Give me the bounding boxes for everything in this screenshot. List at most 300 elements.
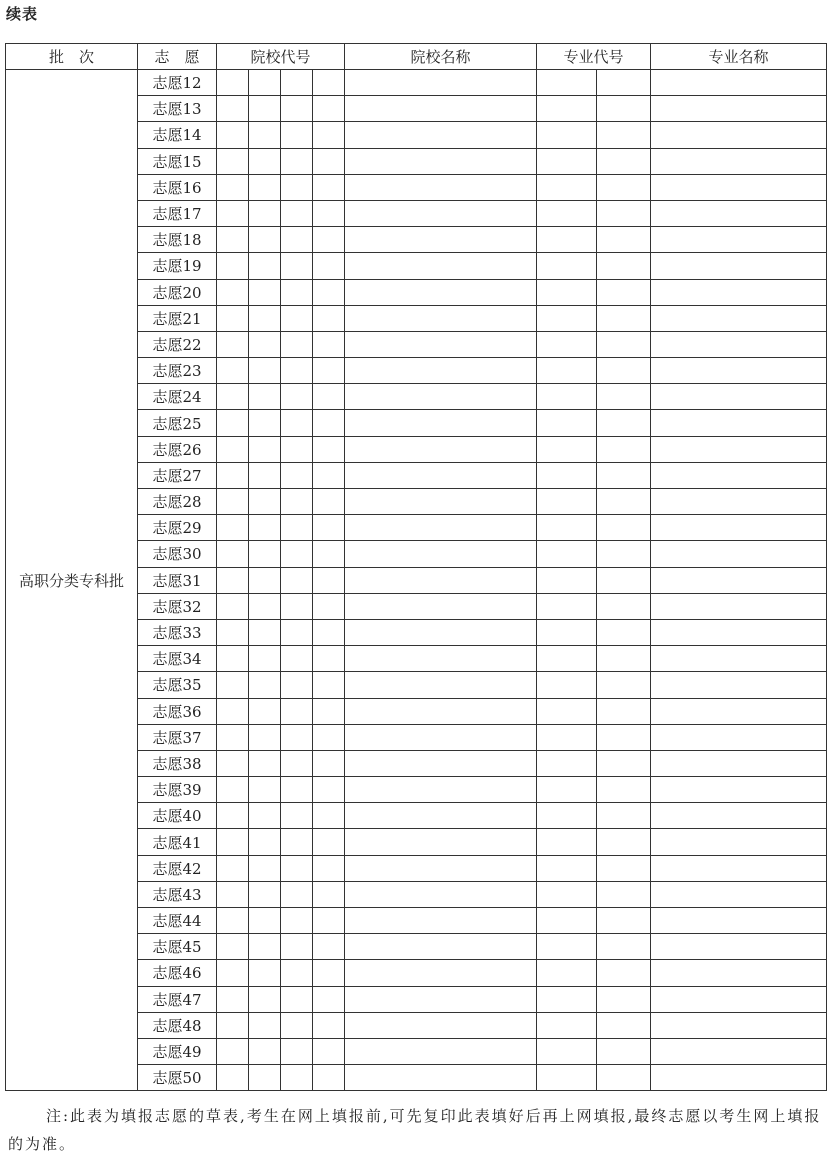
school-code-digit-3[interactable] [281,567,313,593]
school-code-digit-3[interactable] [281,777,313,803]
school-name-cell[interactable] [345,279,537,305]
major-code-digit-2[interactable] [597,908,651,934]
major-code-digit-1[interactable] [537,1012,597,1038]
major-code-digit-2[interactable] [597,1012,651,1038]
major-code-digit-2[interactable] [597,1065,651,1091]
major-name-cell[interactable] [651,986,827,1012]
school-code-digit-4[interactable] [313,855,345,881]
school-code-digit-1[interactable] [217,672,249,698]
school-code-digit-3[interactable] [281,384,313,410]
school-name-cell[interactable] [345,174,537,200]
school-code-digit-2[interactable] [249,436,281,462]
school-code-digit-4[interactable] [313,331,345,357]
school-code-digit-4[interactable] [313,253,345,279]
school-code-digit-3[interactable] [281,829,313,855]
school-code-digit-2[interactable] [249,462,281,488]
school-code-digit-1[interactable] [217,567,249,593]
school-code-digit-1[interactable] [217,960,249,986]
major-code-digit-1[interactable] [537,515,597,541]
school-code-digit-2[interactable] [249,698,281,724]
school-code-digit-4[interactable] [313,750,345,776]
major-code-digit-1[interactable] [537,384,597,410]
major-code-digit-2[interactable] [597,698,651,724]
major-name-cell[interactable] [651,724,827,750]
school-code-digit-3[interactable] [281,1065,313,1091]
school-code-digit-1[interactable] [217,200,249,226]
major-code-digit-2[interactable] [597,855,651,881]
school-name-cell[interactable] [345,305,537,331]
school-code-digit-4[interactable] [313,960,345,986]
school-code-digit-2[interactable] [249,227,281,253]
major-name-cell[interactable] [651,200,827,226]
major-code-digit-1[interactable] [537,593,597,619]
school-code-digit-2[interactable] [249,331,281,357]
school-code-digit-4[interactable] [313,384,345,410]
major-code-digit-2[interactable] [597,462,651,488]
school-name-cell[interactable] [345,881,537,907]
school-code-digit-3[interactable] [281,750,313,776]
school-code-digit-3[interactable] [281,462,313,488]
major-code-digit-2[interactable] [597,331,651,357]
school-code-digit-4[interactable] [313,200,345,226]
school-code-digit-3[interactable] [281,1038,313,1064]
major-name-cell[interactable] [651,253,827,279]
major-name-cell[interactable] [651,410,827,436]
school-code-digit-3[interactable] [281,619,313,645]
school-code-digit-4[interactable] [313,279,345,305]
major-name-cell[interactable] [651,777,827,803]
school-name-cell[interactable] [345,227,537,253]
major-name-cell[interactable] [651,960,827,986]
major-code-digit-1[interactable] [537,698,597,724]
school-code-digit-1[interactable] [217,96,249,122]
major-name-cell[interactable] [651,619,827,645]
school-code-digit-3[interactable] [281,174,313,200]
major-code-digit-2[interactable] [597,305,651,331]
school-code-digit-3[interactable] [281,305,313,331]
major-code-digit-2[interactable] [597,619,651,645]
major-code-digit-2[interactable] [597,672,651,698]
school-name-cell[interactable] [345,724,537,750]
school-code-digit-1[interactable] [217,70,249,96]
school-code-digit-2[interactable] [249,567,281,593]
school-name-cell[interactable] [345,384,537,410]
school-code-digit-4[interactable] [313,986,345,1012]
major-code-digit-1[interactable] [537,148,597,174]
major-code-digit-1[interactable] [537,803,597,829]
major-name-cell[interactable] [651,174,827,200]
school-code-digit-2[interactable] [249,96,281,122]
major-code-digit-1[interactable] [537,829,597,855]
major-code-digit-1[interactable] [537,279,597,305]
school-code-digit-2[interactable] [249,174,281,200]
major-code-digit-1[interactable] [537,253,597,279]
major-code-digit-2[interactable] [597,227,651,253]
school-name-cell[interactable] [345,698,537,724]
major-name-cell[interactable] [651,881,827,907]
major-code-digit-2[interactable] [597,593,651,619]
major-code-digit-2[interactable] [597,960,651,986]
school-code-digit-1[interactable] [217,358,249,384]
school-code-digit-4[interactable] [313,1012,345,1038]
major-name-cell[interactable] [651,646,827,672]
school-name-cell[interactable] [345,358,537,384]
major-code-digit-2[interactable] [597,279,651,305]
major-name-cell[interactable] [651,462,827,488]
major-code-digit-2[interactable] [597,253,651,279]
school-code-digit-3[interactable] [281,200,313,226]
school-code-digit-4[interactable] [313,541,345,567]
school-name-cell[interactable] [345,1012,537,1038]
school-code-digit-1[interactable] [217,646,249,672]
major-code-digit-1[interactable] [537,934,597,960]
school-code-digit-2[interactable] [249,489,281,515]
school-code-digit-1[interactable] [217,855,249,881]
school-code-digit-2[interactable] [249,410,281,436]
major-name-cell[interactable] [651,384,827,410]
school-code-digit-3[interactable] [281,279,313,305]
school-code-digit-4[interactable] [313,619,345,645]
school-code-digit-2[interactable] [249,986,281,1012]
school-name-cell[interactable] [345,436,537,462]
major-name-cell[interactable] [651,279,827,305]
major-code-digit-1[interactable] [537,70,597,96]
major-code-digit-1[interactable] [537,960,597,986]
school-code-digit-1[interactable] [217,515,249,541]
school-code-digit-2[interactable] [249,934,281,960]
school-code-digit-2[interactable] [249,70,281,96]
school-code-digit-2[interactable] [249,1012,281,1038]
major-code-digit-1[interactable] [537,646,597,672]
school-code-digit-4[interactable] [313,436,345,462]
school-name-cell[interactable] [345,96,537,122]
school-code-digit-2[interactable] [249,279,281,305]
major-code-digit-2[interactable] [597,358,651,384]
school-code-digit-1[interactable] [217,698,249,724]
school-code-digit-4[interactable] [313,593,345,619]
school-code-digit-1[interactable] [217,227,249,253]
school-code-digit-4[interactable] [313,567,345,593]
school-code-digit-4[interactable] [313,829,345,855]
major-name-cell[interactable] [651,148,827,174]
school-code-digit-2[interactable] [249,200,281,226]
school-code-digit-3[interactable] [281,1012,313,1038]
major-name-cell[interactable] [651,855,827,881]
school-code-digit-2[interactable] [249,777,281,803]
major-code-digit-1[interactable] [537,436,597,462]
major-code-digit-1[interactable] [537,724,597,750]
school-name-cell[interactable] [345,855,537,881]
school-code-digit-3[interactable] [281,70,313,96]
major-code-digit-1[interactable] [537,619,597,645]
major-code-digit-2[interactable] [597,515,651,541]
school-code-digit-2[interactable] [249,750,281,776]
major-name-cell[interactable] [651,541,827,567]
school-code-digit-2[interactable] [249,672,281,698]
school-name-cell[interactable] [345,960,537,986]
major-code-digit-1[interactable] [537,750,597,776]
school-name-cell[interactable] [345,777,537,803]
major-name-cell[interactable] [651,489,827,515]
school-code-digit-1[interactable] [217,148,249,174]
school-code-digit-2[interactable] [249,515,281,541]
school-code-digit-3[interactable] [281,986,313,1012]
school-code-digit-4[interactable] [313,305,345,331]
major-code-digit-2[interactable] [597,934,651,960]
school-code-digit-1[interactable] [217,122,249,148]
major-name-cell[interactable] [651,227,827,253]
school-name-cell[interactable] [345,148,537,174]
school-code-digit-1[interactable] [217,305,249,331]
major-code-digit-2[interactable] [597,96,651,122]
school-code-digit-2[interactable] [249,358,281,384]
school-name-cell[interactable] [345,70,537,96]
school-name-cell[interactable] [345,672,537,698]
school-code-digit-1[interactable] [217,908,249,934]
school-code-digit-2[interactable] [249,122,281,148]
school-name-cell[interactable] [345,619,537,645]
school-code-digit-4[interactable] [313,672,345,698]
school-name-cell[interactable] [345,1065,537,1091]
major-code-digit-2[interactable] [597,410,651,436]
major-name-cell[interactable] [651,803,827,829]
school-name-cell[interactable] [345,567,537,593]
school-code-digit-2[interactable] [249,148,281,174]
school-code-digit-3[interactable] [281,593,313,619]
school-code-digit-3[interactable] [281,331,313,357]
major-name-cell[interactable] [651,829,827,855]
major-code-digit-1[interactable] [537,305,597,331]
school-code-digit-3[interactable] [281,960,313,986]
major-name-cell[interactable] [651,1065,827,1091]
school-name-cell[interactable] [345,331,537,357]
school-name-cell[interactable] [345,646,537,672]
major-code-digit-1[interactable] [537,541,597,567]
school-code-digit-2[interactable] [249,960,281,986]
major-code-digit-1[interactable] [537,96,597,122]
school-code-digit-4[interactable] [313,122,345,148]
school-code-digit-4[interactable] [313,881,345,907]
school-code-digit-2[interactable] [249,384,281,410]
school-name-cell[interactable] [345,122,537,148]
school-code-digit-2[interactable] [249,305,281,331]
school-code-digit-3[interactable] [281,358,313,384]
major-name-cell[interactable] [651,672,827,698]
school-code-digit-1[interactable] [217,1065,249,1091]
school-code-digit-4[interactable] [313,934,345,960]
major-name-cell[interactable] [651,122,827,148]
school-code-digit-2[interactable] [249,829,281,855]
school-name-cell[interactable] [345,462,537,488]
major-code-digit-2[interactable] [597,148,651,174]
school-name-cell[interactable] [345,541,537,567]
school-code-digit-4[interactable] [313,410,345,436]
school-name-cell[interactable] [345,515,537,541]
school-code-digit-1[interactable] [217,829,249,855]
school-code-digit-3[interactable] [281,227,313,253]
school-code-digit-2[interactable] [249,253,281,279]
school-name-cell[interactable] [345,934,537,960]
school-code-digit-3[interactable] [281,908,313,934]
school-code-digit-3[interactable] [281,541,313,567]
school-code-digit-2[interactable] [249,724,281,750]
school-name-cell[interactable] [345,750,537,776]
major-name-cell[interactable] [651,698,827,724]
school-code-digit-3[interactable] [281,148,313,174]
school-code-digit-1[interactable] [217,253,249,279]
school-code-digit-1[interactable] [217,724,249,750]
major-code-digit-2[interactable] [597,646,651,672]
major-code-digit-1[interactable] [537,986,597,1012]
school-code-digit-3[interactable] [281,881,313,907]
school-code-digit-3[interactable] [281,253,313,279]
school-code-digit-1[interactable] [217,777,249,803]
school-code-digit-4[interactable] [313,515,345,541]
major-code-digit-2[interactable] [597,200,651,226]
school-code-digit-3[interactable] [281,436,313,462]
major-code-digit-1[interactable] [537,489,597,515]
school-code-digit-2[interactable] [249,619,281,645]
school-code-digit-4[interactable] [313,148,345,174]
school-code-digit-2[interactable] [249,881,281,907]
major-code-digit-1[interactable] [537,331,597,357]
major-code-digit-2[interactable] [597,1038,651,1064]
school-code-digit-2[interactable] [249,646,281,672]
major-code-digit-1[interactable] [537,777,597,803]
major-code-digit-1[interactable] [537,1065,597,1091]
school-code-digit-1[interactable] [217,541,249,567]
major-code-digit-1[interactable] [537,174,597,200]
school-code-digit-4[interactable] [313,777,345,803]
school-code-digit-4[interactable] [313,724,345,750]
school-code-digit-4[interactable] [313,1038,345,1064]
major-name-cell[interactable] [651,70,827,96]
major-name-cell[interactable] [651,1038,827,1064]
major-name-cell[interactable] [651,358,827,384]
major-code-digit-2[interactable] [597,881,651,907]
major-name-cell[interactable] [651,593,827,619]
school-code-digit-1[interactable] [217,1012,249,1038]
school-code-digit-4[interactable] [313,908,345,934]
school-name-cell[interactable] [345,200,537,226]
school-code-digit-2[interactable] [249,1038,281,1064]
major-name-cell[interactable] [651,567,827,593]
major-code-digit-1[interactable] [537,462,597,488]
school-code-digit-3[interactable] [281,646,313,672]
school-code-digit-4[interactable] [313,462,345,488]
major-code-digit-2[interactable] [597,724,651,750]
school-name-cell[interactable] [345,829,537,855]
school-name-cell[interactable] [345,1038,537,1064]
school-code-digit-1[interactable] [217,986,249,1012]
school-code-digit-2[interactable] [249,908,281,934]
school-code-digit-1[interactable] [217,593,249,619]
school-code-digit-4[interactable] [313,70,345,96]
major-name-cell[interactable] [651,436,827,462]
school-code-digit-3[interactable] [281,515,313,541]
school-name-cell[interactable] [345,410,537,436]
school-code-digit-2[interactable] [249,593,281,619]
major-code-digit-2[interactable] [597,122,651,148]
school-code-digit-2[interactable] [249,541,281,567]
school-code-digit-4[interactable] [313,1065,345,1091]
school-code-digit-1[interactable] [217,410,249,436]
major-code-digit-2[interactable] [597,829,651,855]
major-code-digit-2[interactable] [597,489,651,515]
major-code-digit-2[interactable] [597,986,651,1012]
school-name-cell[interactable] [345,489,537,515]
school-name-cell[interactable] [345,986,537,1012]
school-code-digit-1[interactable] [217,803,249,829]
major-code-digit-1[interactable] [537,672,597,698]
school-code-digit-1[interactable] [217,489,249,515]
school-code-digit-2[interactable] [249,855,281,881]
major-code-digit-1[interactable] [537,881,597,907]
school-code-digit-4[interactable] [313,646,345,672]
school-code-digit-1[interactable] [217,934,249,960]
school-name-cell[interactable] [345,908,537,934]
major-code-digit-2[interactable] [597,384,651,410]
school-code-digit-3[interactable] [281,855,313,881]
school-code-digit-2[interactable] [249,803,281,829]
school-code-digit-3[interactable] [281,724,313,750]
school-code-digit-4[interactable] [313,358,345,384]
major-code-digit-2[interactable] [597,803,651,829]
school-code-digit-4[interactable] [313,489,345,515]
school-name-cell[interactable] [345,803,537,829]
major-code-digit-1[interactable] [537,227,597,253]
major-code-digit-2[interactable] [597,70,651,96]
school-code-digit-1[interactable] [217,174,249,200]
school-code-digit-4[interactable] [313,174,345,200]
major-name-cell[interactable] [651,934,827,960]
major-code-digit-1[interactable] [537,410,597,436]
major-code-digit-2[interactable] [597,541,651,567]
major-name-cell[interactable] [651,305,827,331]
school-code-digit-1[interactable] [217,619,249,645]
major-code-digit-2[interactable] [597,750,651,776]
school-code-digit-4[interactable] [313,698,345,724]
major-code-digit-1[interactable] [537,200,597,226]
major-name-cell[interactable] [651,908,827,934]
school-code-digit-3[interactable] [281,96,313,122]
school-code-digit-4[interactable] [313,227,345,253]
major-name-cell[interactable] [651,1012,827,1038]
school-code-digit-1[interactable] [217,750,249,776]
school-code-digit-3[interactable] [281,410,313,436]
school-code-digit-4[interactable] [313,803,345,829]
major-code-digit-1[interactable] [537,358,597,384]
major-code-digit-1[interactable] [537,855,597,881]
school-code-digit-2[interactable] [249,1065,281,1091]
major-code-digit-2[interactable] [597,567,651,593]
school-code-digit-1[interactable] [217,279,249,305]
school-code-digit-4[interactable] [313,96,345,122]
school-code-digit-1[interactable] [217,436,249,462]
school-code-digit-1[interactable] [217,881,249,907]
school-code-digit-3[interactable] [281,122,313,148]
major-name-cell[interactable] [651,515,827,541]
major-name-cell[interactable] [651,96,827,122]
school-code-digit-1[interactable] [217,384,249,410]
major-code-digit-2[interactable] [597,174,651,200]
major-code-digit-1[interactable] [537,122,597,148]
school-code-digit-3[interactable] [281,672,313,698]
school-name-cell[interactable] [345,593,537,619]
major-code-digit-1[interactable] [537,567,597,593]
major-code-digit-2[interactable] [597,777,651,803]
school-name-cell[interactable] [345,253,537,279]
